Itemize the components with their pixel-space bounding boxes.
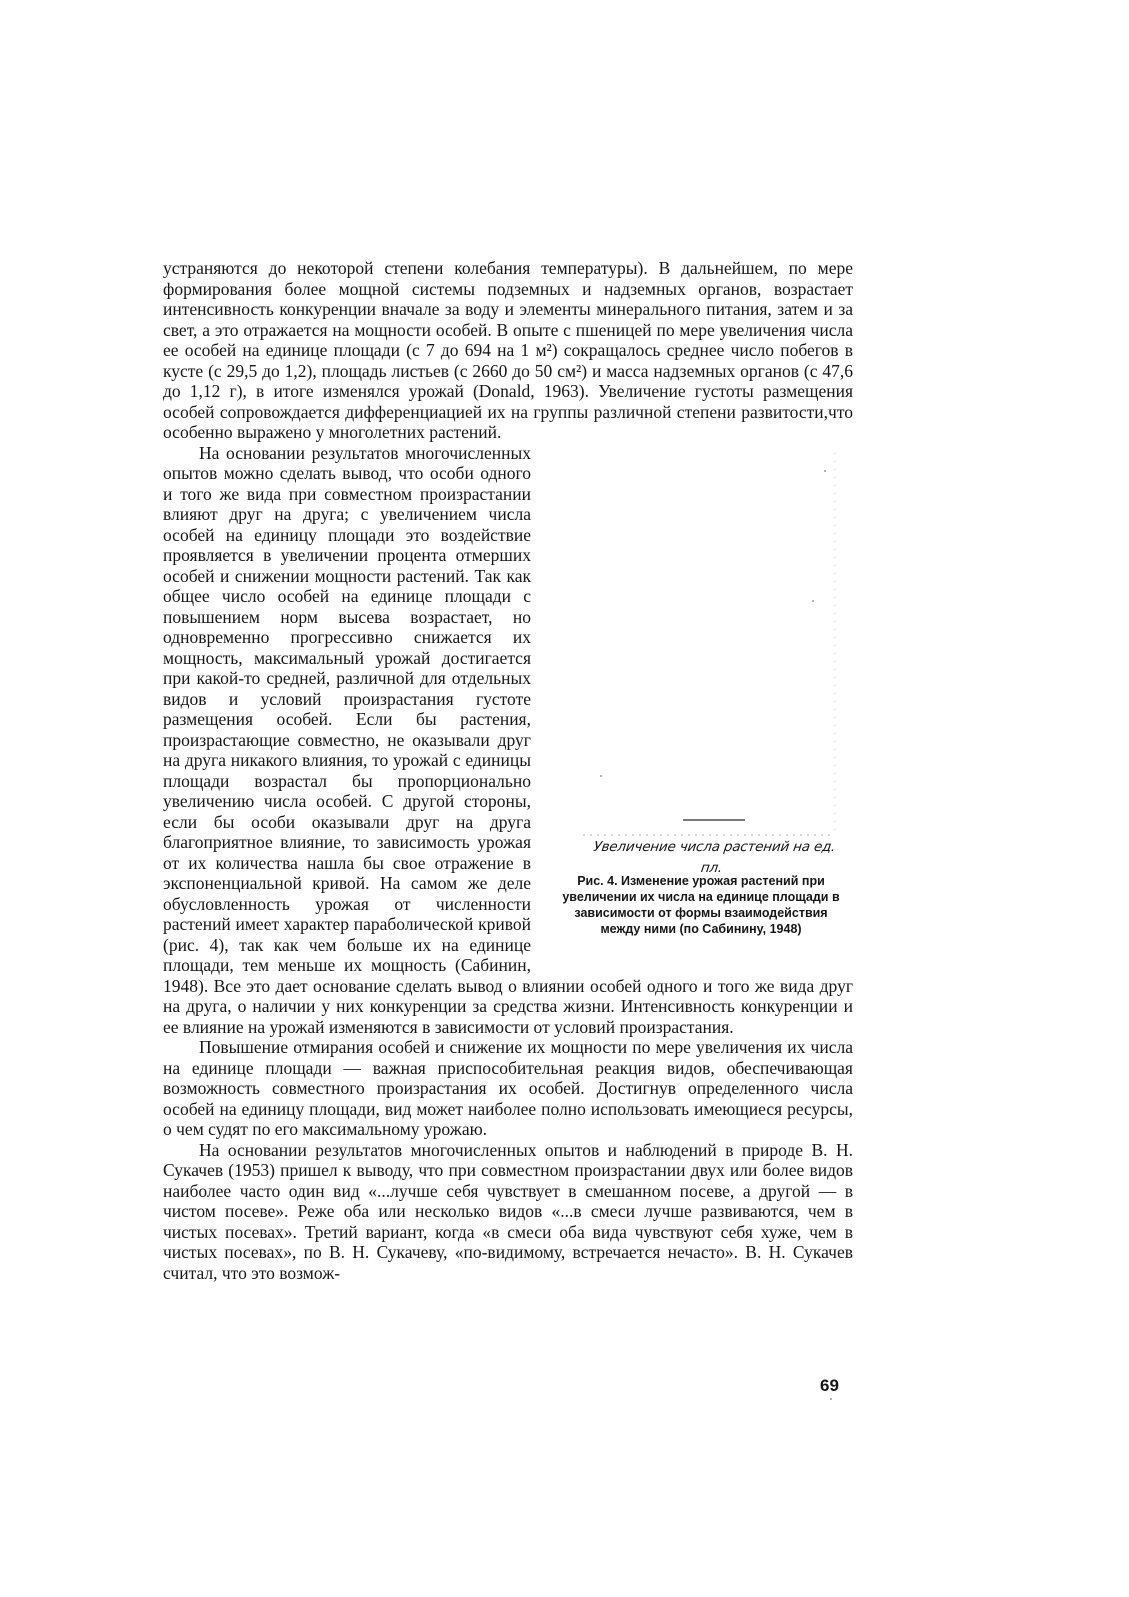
paragraph-3: Повышение отмирания особей и снижение их мощности по мере увеличения их числа на единице площади — важная приспособительная реакция видов, обеспечивающая возможность совместного произрастания их особей. Достигнув определенного числа особей на единицу площади, вид может наиболее полно использовать имеющиеся ресурсы, о чем судят по его максимальному урожаю.: [163, 1037, 853, 1139]
figure-caption: Рис. 4. Изменение урожая растений при увеличении их числа на единице площади в зависимости от формы взаимодействия между ними (по Сабинину, 1948): [562, 873, 840, 936]
scan-speck: [600, 775, 602, 777]
paragraph-2: На основании результатов многочисленных опытов можно сделать вывод, что особи одного и того же вида при совместном произрастании влияют друг на друга; с увеличением числа особей на единицу площади это воздействие проявляется в увеличении процента отмерших особей и снижении мощности растений. Так как общее число особей на единице площади с повышением норм высева возрастает, но одновременно прогрессивно снижается их мощность, максимальный урожай достигается при какой-то средней, различной для отдельных видов и условий произрастания густоте размещения особей. Если бы растения, произрастающие совместно, не оказывали друг на друга никакого влияния, то урожай с единицы площади возрастал бы пропорционально увеличению числа особей. С другой стороны, если бы особи оказывали друг на друга благоприятное влияние, то зависимость урожая от их количества нашла бы свое отражение в экспоненциальной кривой. На самом же деле обусловленность урожая от численности растений имеет характер параболической кривой (рис. 4), так как чем больше их на единице площади, тем меньше их мощность (Сабинин, 1948). Все это дает основание сделать вывод о влиянии особей одного и того же вида друг на друга, о наличии у них конкуренции за средства жизни. Интенсивность конкуренции и ее влияние на урожай изменяются в зависимости от условий произрастания.: [163, 442, 853, 1037]
paragraph-4: На основании результатов многочисленных опытов и наблюдений в природе В. Н. Сукачев (1953) пришел к выводу, что при совместном произрастании двух или более видов наиболее часто один вид «...лучше себя чувствует в смешанном посеве, а другой — в чистом посеве». Реже оба или несколько видов «...в смеси лучше развиваются, чем в чистых посевах». Третий вариант, когда «в смеси оба вида чувствуют себя хуже, чем в чистых посевах», по В. Н. Сукачеву, «по-видимому, встречается нечасто». В. Н. Сукачев считал, что это возмож-: [163, 1139, 853, 1283]
scan-speck: [812, 600, 814, 602]
figure-axis-label: Увеличение числа растений на ед. пл.: [592, 838, 837, 875]
scan-speck: [830, 1398, 832, 1400]
page-number: 69: [820, 1376, 839, 1395]
paragraph-1: устраняются до некоторой степени колебания температуры). В дальнейшем, по мере формирования более мощной системы подземных и надземных органов, возрастает интенсивность конкуренции вначале за воду и элементы минерального питания, затем и за свет, а это отражается на мощности особей. В опыте с пшеницей по мере увеличения числа ее особей на единице площади (с 7 до 694 на 1 м²) сокращалось среднее число побегов в кусте (с 29,5 до 1,2), площадь листьев (с 2660 до 50 см²) и масса надземных органов (с 47,6 до 1,12 г), в итоге изменялся урожай (Donald, 1963). Увеличение густоты размещения особей сопровождается дифференциацией их на группы различной степени развитости,что особенно выражено у многолетних растений.: [163, 258, 853, 442]
text-column: [163, 258, 853, 1283]
figure-plot-faded: [559, 443, 849, 843]
figure-4: [553, 443, 853, 963]
scan-speck: [824, 470, 826, 472]
